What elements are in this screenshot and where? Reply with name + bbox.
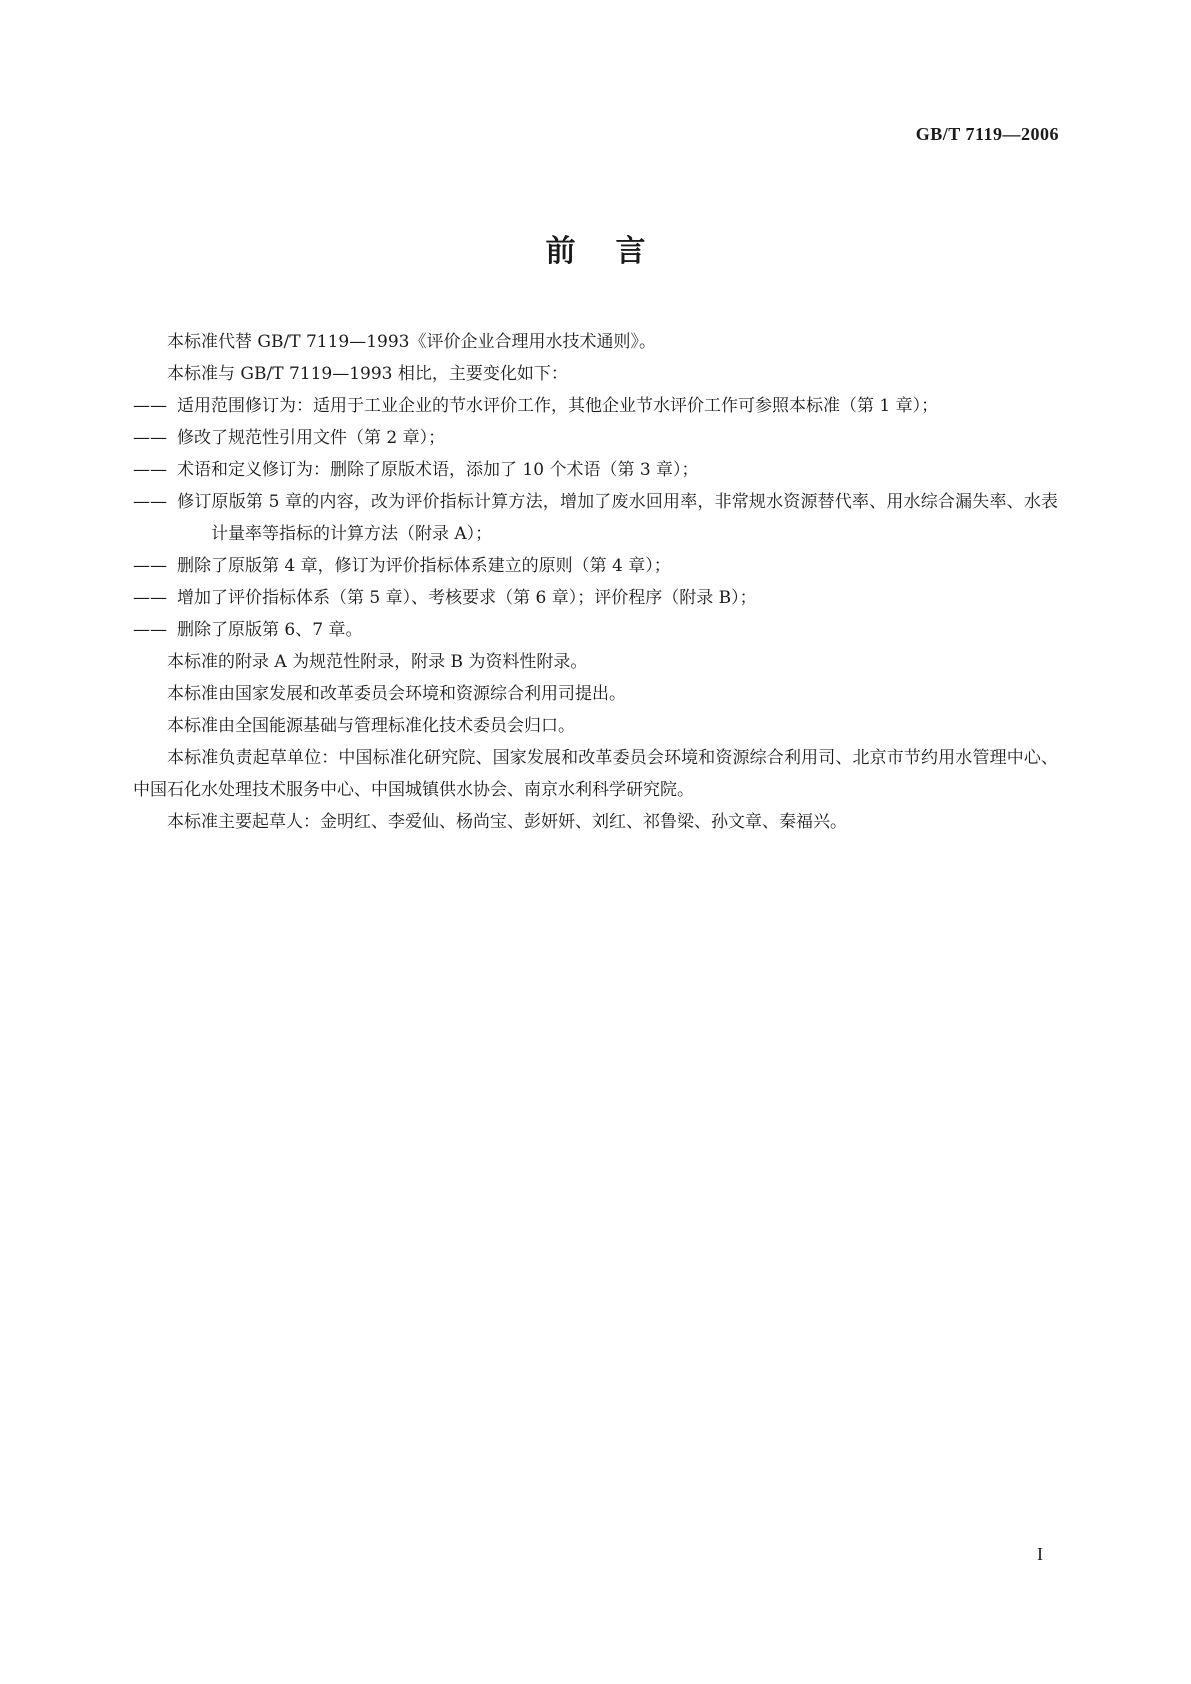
paragraph-changes-intro: 本标准与 GB/T 7119—1993 相比，主要变化如下： (167, 364, 568, 384)
list-item (133, 454, 1058, 486)
dash-marker: —— (133, 428, 167, 448)
paragraph-replaces: 本标准代替 GB/T 7119—1993《评价企业合理用水技术通则》。 (167, 332, 656, 352)
list-item-text: 适用范围修订为：适用于工业企业的节水评价工作，其他企业节水评价工作可参照本标准（第 1 章）； (177, 396, 939, 416)
page-number: I (1037, 1544, 1043, 1564)
dash-marker: —— (133, 588, 167, 608)
paragraph-drafting-units: 本标准负责起草单位：中国标准化研究院、国家发展和改革委员会环境和资源综合利用司、北京市节约用水管理中心、中国石化水处理技术服务中心、中国城镇供水协会、南京水利科学研究院。 (133, 748, 1058, 800)
paragraph-annexes: 本标准的附录 A 为规范性附录，附录 B 为资料性附录。 (167, 652, 588, 672)
list-item (133, 614, 1058, 646)
paragraph-drafters: 本标准主要起草人：金明红、李爱仙、杨尚宝、彭妍妍、刘红、祁鲁梁、孙文章、秦福兴。 (167, 812, 847, 832)
standard-number: GB/T 7119—2006 (915, 124, 1059, 144)
paragraph-proposed-by: 本标准由国家发展和改革委员会环境和资源综合利用司提出。 (167, 684, 626, 704)
paragraph-managed-by: 本标准由全国能源基础与管理标准化技术委员会归口。 (167, 716, 575, 736)
list-item (133, 390, 1058, 422)
list-item-text: 增加了评价指标体系（第 5 章）、考核要求（第 6 章）；评价程序（附录 B）； (177, 588, 757, 608)
list-item (133, 486, 1058, 550)
list-item-text: 删除了原版第 6、7 章。 (177, 620, 363, 640)
list-item (133, 422, 1058, 454)
dash-marker: —— (133, 620, 167, 640)
dash-marker: —— (133, 492, 167, 512)
list-item-text: 术语和定义修订为：删除了原版术语，添加了 10 个术语（第 3 章）； (177, 460, 699, 480)
list-item (133, 550, 1058, 582)
list-item-text: 修改了规范性引用文件（第 2 章）； (177, 428, 446, 448)
preface-body (133, 326, 1058, 838)
list-item-text: 修订原版第 5 章的内容，改为评价指标计算方法，增加了废水回用率，非常规水资源替代率、用水综合漏失率、水表计量率等指标的计算方法（附录 A）； (177, 492, 1058, 544)
dash-marker: —— (133, 460, 167, 480)
dash-marker: —— (133, 396, 167, 416)
page-title: 前言 (545, 234, 686, 269)
list-item (133, 582, 1058, 614)
dash-marker: —— (133, 556, 167, 576)
list-item-text: 删除了原版第 4 章，修订为评价指标体系建立的原则（第 4 章）； (177, 556, 671, 576)
